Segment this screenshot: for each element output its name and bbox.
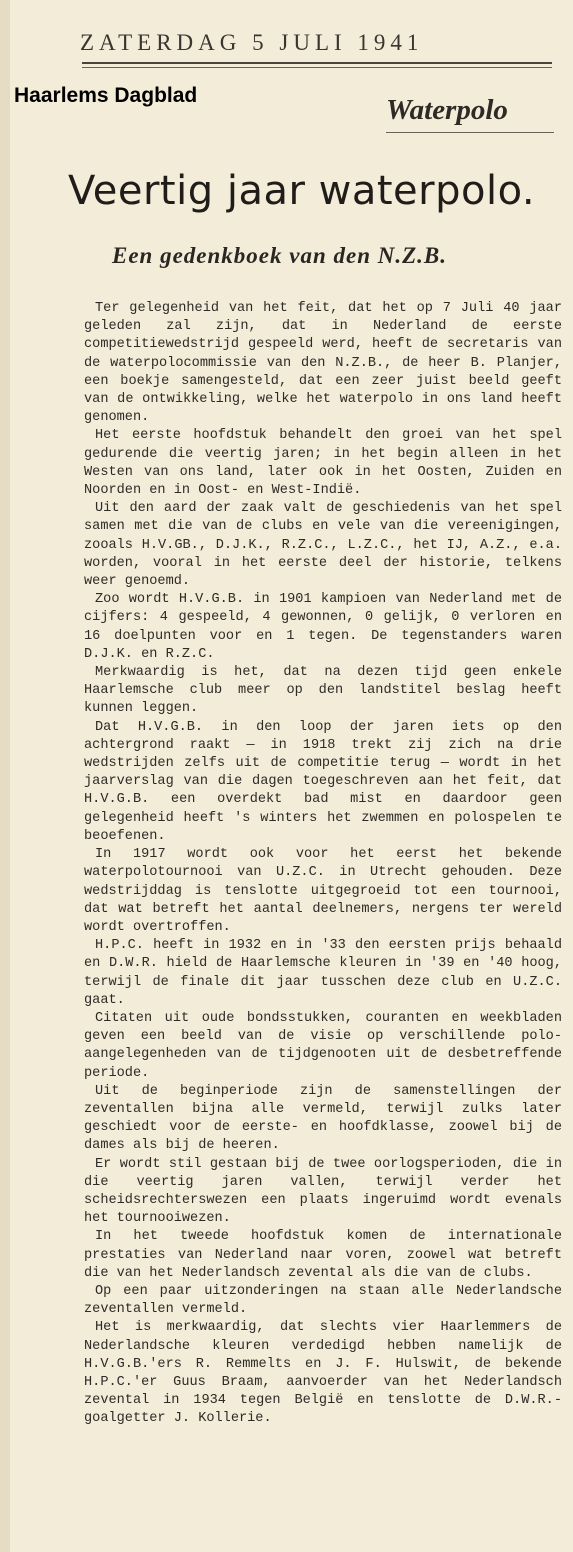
article-headline: Veertig jaar waterpolo. (68, 168, 536, 214)
article-paragraph: Merkwaardig is het, dat na dezen tijd geen enkele Haarlemsche club meer op den landstitel beslag heeft kunnen leggen. (84, 665, 562, 717)
article-paragraph: Op een paar uitzonderingen na staan alle Nederlandsche zeventallen vermeld. (84, 1283, 562, 1318)
dateline-rule-thin (82, 67, 552, 68)
article-paragraph: In 1917 wordt ook voor het eerst het bekende waterpolotournooi van U.Z.C. in Utrecht gehouden. Deze wedstrijddag is tenslotte uitgegroeid tot een tournooi, dat wat betreft het aantal deelnemers, nergens ter wereld wordt overtroffen. (84, 847, 562, 935)
article-paragraph: Dat H.V.G.B. in den loop der jaren iets op den achtergrond raakt — in 1918 trekt zij zich na drie wedstrijden zelfs uit de competitie terug — wordt in het jaarverslag van die dagen toegeschreven aan het feit, dat H.V.G.B. een overdekt bad mist en daardoor geen gelegenheid heeft 's winters het zwemmen en polospelen te beoefenen. (84, 719, 562, 844)
dateline-rule-thick (82, 62, 552, 64)
article-paragraph: H.P.C. heeft in 1932 en in '33 den eersten prijs behaald en D.W.R. hield de Haarlemsche kleuren in '39 en '40 hoog, terwijl de finale dit jaar tusschen deze club en U.Z.C. gaat. (84, 938, 562, 1008)
article-paragraph: Citaten uit oude bondsstukken, couranten en weekbladen geven een beeld van de visie op verschillende polo-aangelegenheden van de tijdgenooten uit de desbetreffende periode. (84, 1010, 562, 1081)
article-paragraph: Het eerste hoofdstuk behandelt den groei van het spel gedurende die veertig jaren; in het begin alleen in het Westen van ons land, later ook in het Oosten, Zuiden en Noorden en in Oost- en West-Indië. (84, 428, 562, 499)
dateline: ZATERDAG 5 JULI 1941 (80, 30, 424, 55)
section-label: Waterpolo (386, 94, 508, 126)
section-rule (386, 132, 554, 133)
article-paragraph: Het is merkwaardig, dat slechts vier Haarlemmers de Nederlandsche kleuren verdedigd hebben namelijk de H.V.G.B.'ers R. Remmelts en J. F. Hulswit, de bekende H.P.C.'er Guus Braam, aanvoerder van het Nederlandsch zevental in 1934 tegen België en tenslotte de D.W.R.-goalgetter J. Kollerie. (84, 1320, 562, 1427)
article-paragraph: Ter gelegenheid van het feit, dat het op 7 Juli 40 jaar geleden zal zijn, dat in Nederland de eerste competitiewedstrijd gespeeld werd, heeft de secretaris van de waterpolocommissie van den N.Z.B., de heer B. Planjer, een boekje samengesteld, dat een zeer juist beeld geeft van de ontwikkeling, welke het waterpolo in ons land heeft genomen. (84, 301, 562, 426)
article-body (84, 300, 562, 1429)
paper-edge (0, 0, 10, 1552)
article-paragraph: In het tweede hoofdstuk komen de internationale prestaties van Nederland naar voren, zoowel wat betreft die van het Nederlandsch zevental als die van de clubs. (84, 1229, 562, 1281)
article-paragraph: Uit de beginperiode zijn de samenstellingen der zeventallen bijna alle vermeld, terwijl zulks later geschiedt voor de eerste- en hoofdklasse, zoowel bij de dames als bij de heeren. (84, 1083, 562, 1154)
article-paragraph: Er wordt stil gestaan bij de twee oorlogsperioden, die in die veertig jaren vallen, terwijl verder het scheidsrechterswezen een plaats ingeruimd wordt evenals het tournooiwezen. (84, 1156, 562, 1227)
article-subheadline: Een gedenkboek van den N.Z.B. (112, 243, 448, 268)
article-paragraph: Uit den aard der zaak valt de geschiedenis van het spel samen met die van de clubs en vele van die vereenigingen, zooals H.V.GB., D.J.K., R.Z.C., L.Z.C., het IJ, A.Z., e.a. worden, vooral in het eerste deel der historie, telkens weer genoemd. (84, 501, 562, 590)
article-paragraph: Zoo wordt H.V.G.B. in 1901 kampioen van Nederland met de cijfers: 4 gespeeld, 4 gewonnen, 0 gelijk, 0 verloren en 16 doelpunten voor en 1 tegen. De tegenstanders waren D.J.K. en R.Z.C. (84, 592, 562, 662)
newspaper-name: Haarlems Dagblad (14, 84, 198, 107)
